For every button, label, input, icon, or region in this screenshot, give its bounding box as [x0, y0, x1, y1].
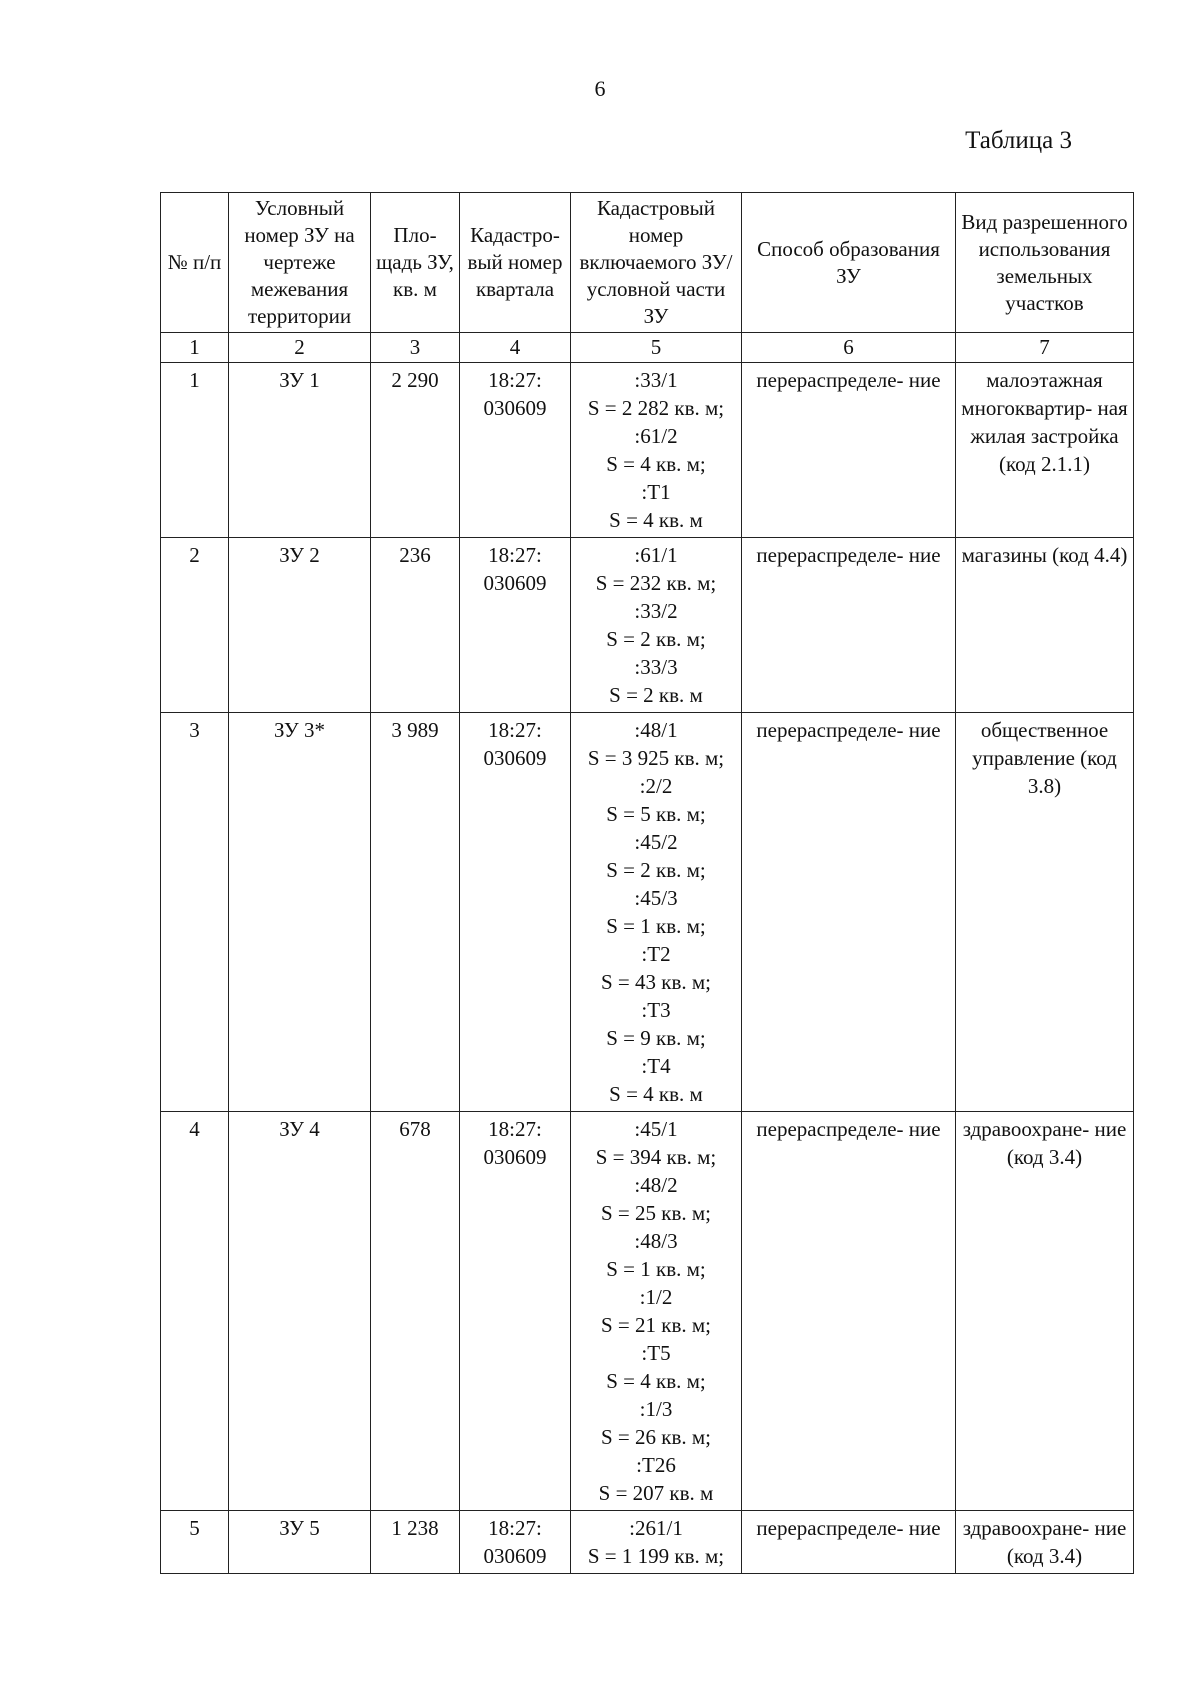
- included-parts: [571, 1112, 742, 1511]
- zu-conditional-number: ЗУ 4: [229, 1112, 371, 1511]
- permitted-use: общественное управление (код 3.8): [956, 713, 1134, 1112]
- part-line: :61/1: [634, 543, 678, 567]
- included-parts: [571, 363, 742, 538]
- row-number: 3: [161, 713, 229, 1112]
- area-value: 1 238: [371, 1511, 460, 1574]
- row-number: 2: [161, 538, 229, 713]
- column-number: 7: [956, 333, 1134, 363]
- area-value: 678: [371, 1112, 460, 1511]
- part-line: :61/2: [634, 424, 678, 448]
- part-line: :Т3: [641, 998, 671, 1022]
- part-line: :45/2: [634, 830, 678, 854]
- part-line: :48/3: [634, 1229, 678, 1253]
- part-line: S = 4 кв. м;: [606, 452, 706, 476]
- table-row: [161, 1112, 1134, 1511]
- formation-method: перераспределе- ние: [742, 1511, 956, 1574]
- part-line: S = 3 925 кв. м;: [587, 746, 725, 770]
- row-number: 4: [161, 1112, 229, 1511]
- part-line: :Т2: [641, 942, 671, 966]
- part-line: :261/1: [629, 1516, 683, 1540]
- zu-conditional-number: ЗУ 3*: [229, 713, 371, 1112]
- part-line: :Т1: [641, 480, 671, 504]
- table-row: [161, 713, 1134, 1112]
- included-parts: [571, 1511, 742, 1574]
- part-line: :Т26: [636, 1453, 676, 1477]
- part-line: S = 26 кв. м;: [600, 1425, 711, 1449]
- part-line: S = 4 кв. м;: [606, 1369, 706, 1393]
- table-row: [161, 363, 1134, 538]
- header-row: [161, 193, 1134, 333]
- area-value: 2 290: [371, 363, 460, 538]
- zu-conditional-number: ЗУ 1: [229, 363, 371, 538]
- permitted-use: магазины (код 4.4): [956, 538, 1134, 713]
- table-row: [161, 1511, 1134, 1574]
- included-parts: [571, 713, 742, 1112]
- part-line: :1/2: [639, 1285, 673, 1309]
- part-line: S = 5 кв. м;: [606, 802, 706, 826]
- area-value: 3 989: [371, 713, 460, 1112]
- part-line: :45/1: [634, 1117, 678, 1141]
- column-number: 3: [371, 333, 460, 363]
- permitted-use: здравоохране- ние (код 3.4): [956, 1112, 1134, 1511]
- column-number: 5: [571, 333, 742, 363]
- column-number: 2: [229, 333, 371, 363]
- part-line: :33/3: [634, 655, 678, 679]
- quarter-number: 18:27: 030609: [460, 1112, 571, 1511]
- formation-method: перераспределе- ние: [742, 538, 956, 713]
- part-line: S = 394 кв. м;: [595, 1145, 717, 1169]
- part-line: S = 4 кв. м: [609, 1082, 703, 1106]
- column-number: 4: [460, 333, 571, 363]
- col-header-number: № п/п: [161, 193, 229, 333]
- included-parts: [571, 538, 742, 713]
- part-line: :Т4: [641, 1054, 671, 1078]
- part-line: S = 1 кв. м;: [606, 1257, 706, 1281]
- col-header-quarter: Кадастро- вый номер квартала: [460, 193, 571, 333]
- part-line: S = 2 кв. м;: [606, 627, 706, 651]
- quarter-number: 18:27: 030609: [460, 713, 571, 1112]
- col-header-zu-conditional: Условный номер ЗУ на чертеже межевания территории: [229, 193, 371, 333]
- part-line: :2/2: [639, 774, 673, 798]
- part-line: S = 1 199 кв. м;: [587, 1544, 725, 1568]
- zu-conditional-number: ЗУ 5: [229, 1511, 371, 1574]
- column-number-row: [161, 333, 1134, 363]
- part-line: :48/2: [634, 1173, 678, 1197]
- quarter-number: 18:27: 030609: [460, 363, 571, 538]
- part-line: S = 43 кв. м;: [600, 970, 711, 994]
- table-caption: Таблица 3: [965, 127, 1072, 154]
- part-line: :33/1: [634, 368, 678, 392]
- col-header-included-parts: Кадастровый номер включаемого ЗУ/ условной части ЗУ: [571, 193, 742, 333]
- part-line: S = 9 кв. м;: [606, 1026, 706, 1050]
- land-plots-table: [160, 192, 1134, 1574]
- area-value: 236: [371, 538, 460, 713]
- formation-method: перераспределе- ние: [742, 1112, 956, 1511]
- part-line: S = 2 кв. м: [609, 683, 703, 707]
- part-line: S = 2 кв. м;: [606, 858, 706, 882]
- part-line: S = 232 кв. м;: [595, 571, 717, 595]
- column-number: 6: [742, 333, 956, 363]
- part-line: :48/1: [634, 718, 678, 742]
- part-line: :45/3: [634, 886, 678, 910]
- part-line: S = 2 282 кв. м;: [587, 396, 725, 420]
- permitted-use: здравоохране- ние (код 3.4): [956, 1511, 1134, 1574]
- row-number: 5: [161, 1511, 229, 1574]
- col-header-area: Пло- щадь ЗУ, кв. м: [371, 193, 460, 333]
- col-header-formation-method: Способ образования ЗУ: [742, 193, 956, 333]
- part-line: :1/3: [639, 1397, 673, 1421]
- quarter-number: 18:27: 030609: [460, 538, 571, 713]
- formation-method: перераспределе- ние: [742, 363, 956, 538]
- zu-conditional-number: ЗУ 2: [229, 538, 371, 713]
- page-number: 6: [594, 76, 606, 101]
- part-line: S = 1 кв. м;: [606, 914, 706, 938]
- part-line: :33/2: [634, 599, 678, 623]
- row-number: 1: [161, 363, 229, 538]
- table-body: [161, 363, 1134, 1574]
- formation-method: перераспределе- ние: [742, 713, 956, 1112]
- column-number: 1: [161, 333, 229, 363]
- quarter-number: 18:27: 030609: [460, 1511, 571, 1574]
- part-line: S = 207 кв. м: [598, 1481, 714, 1505]
- part-line: S = 4 кв. м: [609, 508, 703, 532]
- part-line: :Т5: [641, 1341, 671, 1365]
- table-row: [161, 538, 1134, 713]
- part-line: S = 25 кв. м;: [600, 1201, 711, 1225]
- col-header-permitted-use: Вид разрешенного использования земельных участков: [956, 193, 1134, 333]
- part-line: S = 21 кв. м;: [600, 1313, 711, 1337]
- permitted-use: малоэтажная многоквартир- ная жилая застройка (код 2.1.1): [956, 363, 1134, 538]
